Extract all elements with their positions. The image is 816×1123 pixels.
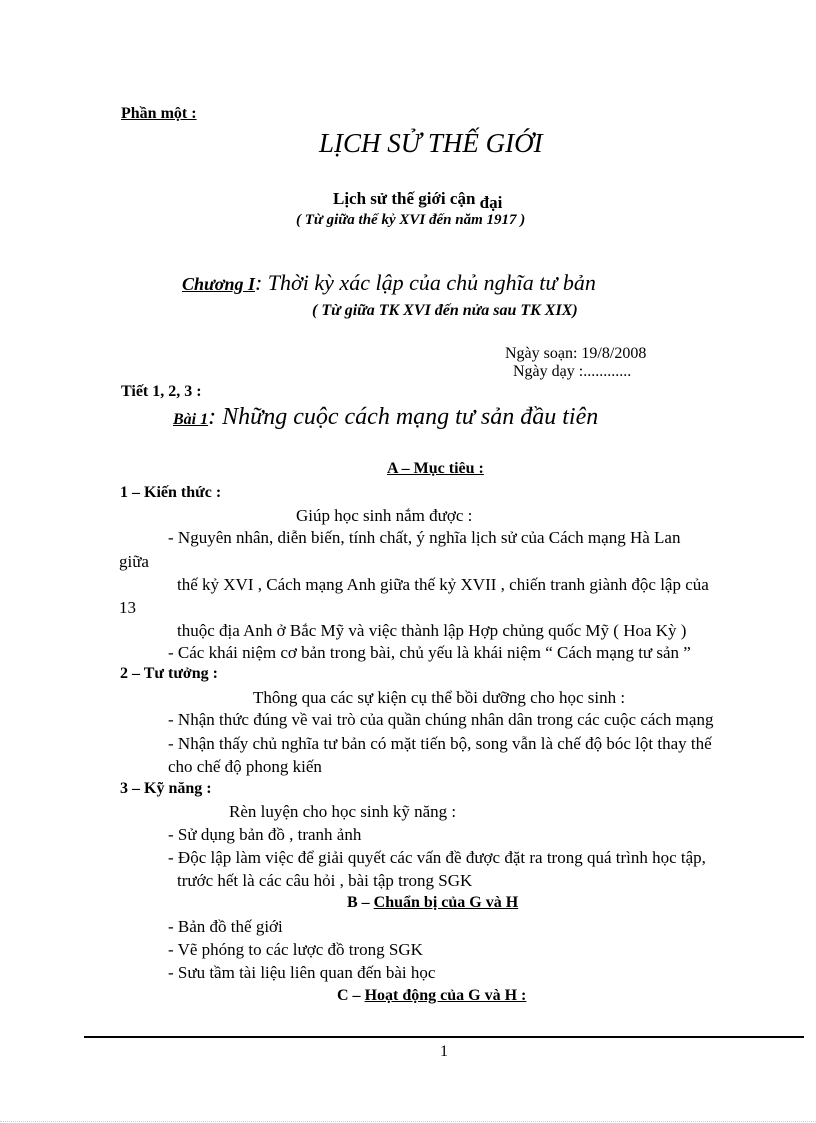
page-number: 1 <box>440 1043 448 1060</box>
section-c-title: Hoạt động của G và H : <box>364 987 527 1004</box>
a1-line1-cont: giữa <box>119 552 149 571</box>
chapter-heading <box>182 270 596 296</box>
a2-intro: Thông qua các sự kiện cụ thể bồi dưỡng cho học sinh : <box>253 688 626 707</box>
b-line3: - Sưu tầm tài liệu liên quan đến bài học <box>168 963 436 982</box>
a2-line2: - Nhận thấy chủ nghĩa tư bản có mặt tiến bộ, song vẫn là chế độ bóc lột thay thế <box>168 734 712 753</box>
a1-intro: Giúp học sinh nắm được : <box>296 506 473 525</box>
section-c-prefix: C – <box>337 987 365 1004</box>
subtitle-text: Lịch sử thế giới cận <box>333 189 476 208</box>
a1-line3: thuộc địa Anh ở Bắc Mỹ và việc thành lập Hợp chủng quốc Mỹ ( Hoa Kỳ ) <box>177 621 687 640</box>
main-title: LỊCH SỬ THẾ GIỚI <box>319 128 543 158</box>
a3-line1: - Sử dụng bản đồ , tranh ảnh <box>168 825 362 844</box>
a1-line4: - Các khái niệm cơ bản trong bài, chủ yếu là khái niệm “ Cách mạng tư sản ” <box>168 643 691 662</box>
page-bottom-edge <box>0 1121 816 1122</box>
subtitle <box>333 189 503 212</box>
a2-line3: cho chế độ phong kiến <box>168 757 322 776</box>
section-b-title: Chuẩn bị của G và H <box>373 894 519 911</box>
section-b-prefix: B – <box>347 894 374 911</box>
periods: Tiết 1, 2, 3 : <box>121 383 202 400</box>
a3-line2: - Độc lập làm việc để giải quyết các vấn đề được đặt ra trong quá trình học tập, <box>168 848 706 867</box>
section-b-heading <box>347 894 518 912</box>
section-a-heading: A – Mục tiêu : <box>387 460 484 477</box>
a3-intro: Rèn luyện cho học sinh kỹ năng : <box>229 802 457 821</box>
part-label: Phần một : <box>121 105 197 122</box>
date-prepared: Ngày soạn: 19/8/2008 <box>505 345 647 362</box>
lesson-label: Bài 1 <box>173 411 209 428</box>
subtitle-range: ( Từ giữa thế kỷ XVI đến năm 1917 ) <box>296 212 526 228</box>
a3-line3: trước hết là các câu hỏi , bài tập trong SGK <box>177 871 473 890</box>
lesson-title: : Những cuộc cách mạng tư sản đầu tiên <box>208 404 599 430</box>
chapter-range: ( Từ giữa TK XVI đến nửa sau TK XIX) <box>312 302 578 319</box>
b-line2: - Vẽ phóng to các lược đồ trong SGK <box>168 940 423 959</box>
b-line1: - Bản đồ thế giới <box>168 917 283 936</box>
chapter-label: Chương I <box>182 274 255 294</box>
a1-line1: - Nguyên nhân, diễn biến, tính chất, ý nghĩa lịch sử của Cách mạng Hà Lan <box>168 528 681 547</box>
footer-divider <box>84 1036 804 1038</box>
lesson-heading <box>173 404 598 431</box>
a3-heading: 3 – Kỹ năng : <box>120 780 212 797</box>
a2-line1: - Nhận thức đúng về vai trò của quần chúng nhân dân trong các cuộc cách mạng <box>168 710 714 729</box>
date-taught: Ngày dạy :............ <box>513 363 632 380</box>
section-c-heading <box>337 987 526 1005</box>
a2-heading: 2 – Tư tưởng : <box>120 665 218 682</box>
a1-line2: thế kỷ XVI , Cách mạng Anh giữa thế kỷ XVII , chiến tranh giành độc lập của <box>177 575 709 594</box>
subtitle-text-end: đại <box>479 193 503 212</box>
chapter-title: : Thời kỳ xác lập của chủ nghĩa tư bản <box>254 270 596 295</box>
a1-heading: 1 – Kiến thức : <box>120 484 222 501</box>
a1-line2-cont: 13 <box>119 598 136 617</box>
